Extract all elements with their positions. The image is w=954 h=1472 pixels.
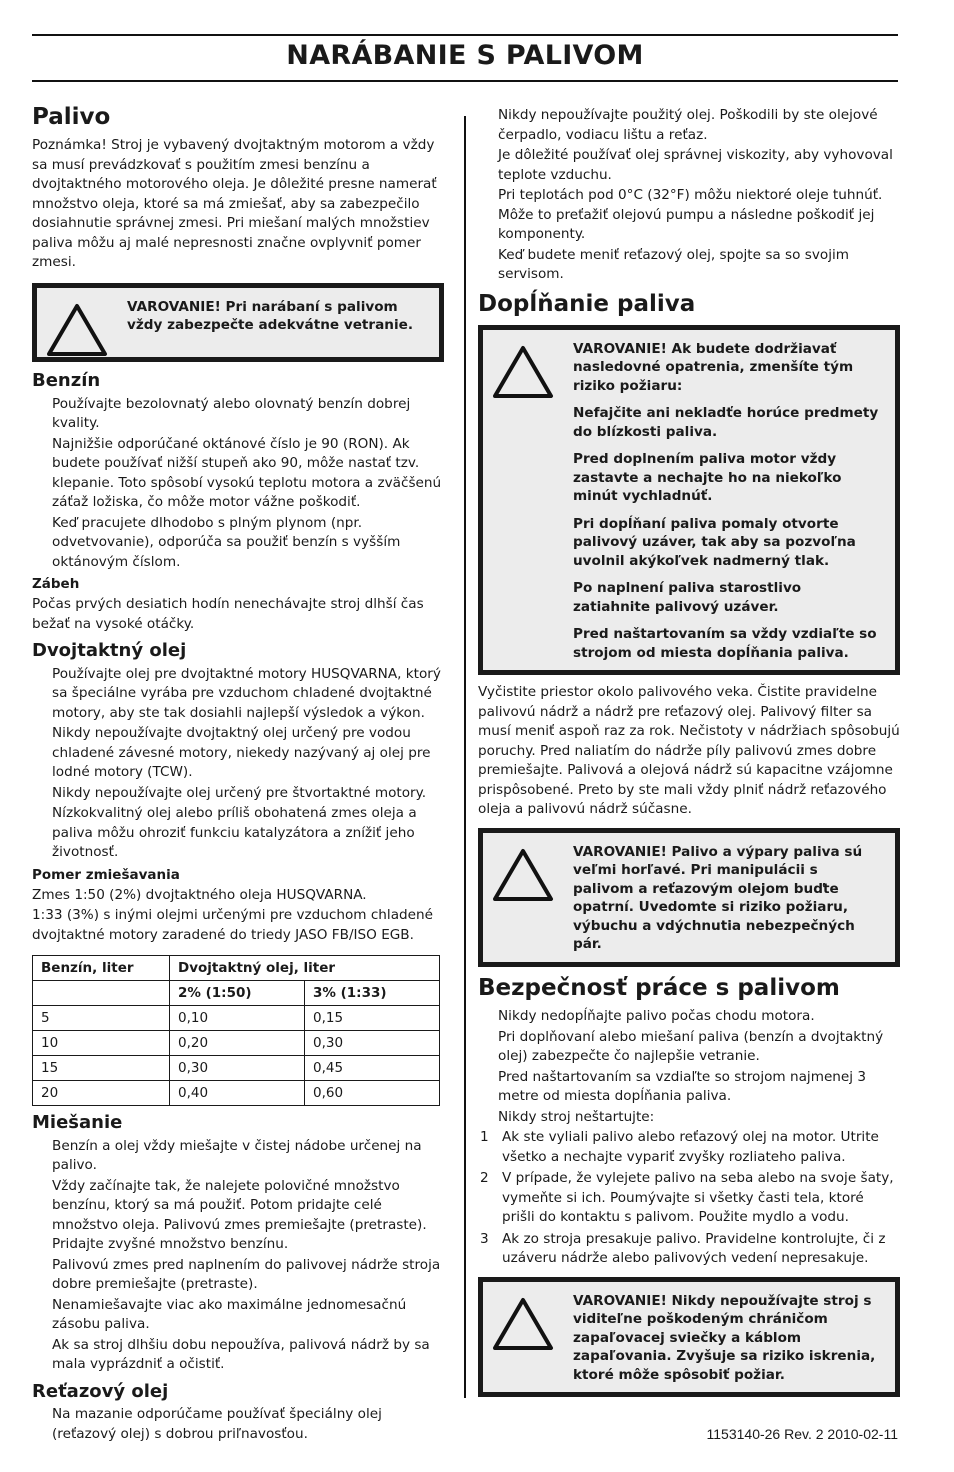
olej-paragraph: Nikdy nepoužívajte dvojtaktný olej určený pre vodou chladené závesné motory, niekedy nazývaný aj olej pre lodné motory (TCW).	[52, 725, 431, 781]
table-cell: 0,20	[170, 1031, 305, 1056]
table-header-cell: Dvojtaktný olej, liter	[170, 956, 440, 981]
table-header-row	[33, 956, 440, 981]
section-title-dvojtaktny-olej: Dvojtaktný olej	[32, 640, 187, 662]
table-cell: 15	[33, 1056, 170, 1081]
section-title-miesanie: Miešanie	[32, 1112, 123, 1134]
miesanie-paragraph: Benzín a olej vždy miešajte v čistej nádobe určenej na palivo.	[52, 1137, 422, 1174]
list-number: 2	[480, 1170, 489, 1187]
warning-box-fire-risk	[478, 325, 900, 676]
list-item	[478, 1169, 900, 1228]
benzin-paragraph: Keď pracujete dlhodobo s plným plynom (npr. odvetvovanie), odporúča sa použiť benzín s vyšším oktánovým číslom.	[52, 514, 401, 570]
warning-text: VAROVANIE! Ak budete dodržiavať nasledovné opatrenia, zmenšíte tým riziko požiaru:	[573, 340, 854, 394]
table-cell: 5	[33, 1006, 170, 1031]
miesanie-paragraph: Nenamiešavajte viac ako maximálne jednomesačnú zásobu paliva.	[52, 1296, 407, 1333]
title-rule	[32, 80, 898, 82]
warning-text: VAROVANIE! Palivo a výpary paliva sú veľmi horľavé. Pri manipulácii s palivom a reťazovým olejom buďte opatrní. Uvedomte si riziko požiaru, výbuchu a vdýchnutia nebezpečných pár.	[573, 843, 863, 953]
benzin-paragraph: Používajte bezolovnatý alebo olovnatý benzín dobrej kvality.	[52, 395, 411, 432]
list-item	[478, 1230, 900, 1269]
olej-paragraph: Nízkokvalitný olej alebo príliš obohatená zmes oleja a paliva môžu ohroziť funkciu katalyzátora a znížiť jeho životnosť.	[52, 805, 417, 861]
warning-triangle-icon	[491, 344, 555, 400]
table-row	[33, 1006, 440, 1031]
warning-box-flammable	[478, 828, 900, 967]
retaz-paragraph: Pri teplotách pod 0°C (32°F) môžu niektoré oleje tuhnúť. Môže to preťažiť olejovú pumpu a následne poškodiť jej komponenty.	[498, 187, 883, 242]
warning-triangle-icon	[491, 1296, 555, 1352]
table-header-cell: Benzín, liter	[33, 956, 170, 981]
list-item	[478, 1128, 900, 1167]
miesanie-paragraph: Palivovú zmes pred naplnením do palivovej nádrže stroja dobre premiešajte (pretraste).	[52, 1256, 441, 1293]
miesanie-paragraph: Vždy začínajte tak, že nalejete polovičné množstvo benzínu, ktorý sa má použiť. Potom pridajte celé množstvo oleja. Palivovú zmes premiešajte (pretraste). Pridajte zvyšné množstvo benzínu.	[52, 1177, 427, 1253]
table-cell: 0,60	[305, 1081, 440, 1106]
list-item-text: Ak ste vyliali palivo alebo reťazový olej na motor. Utrite všetko a nechajte vypariť zvyšky rozliateho paliva.	[502, 1129, 879, 1165]
table-cell: 0,30	[170, 1056, 305, 1081]
section-title-doplnanie: Dopĺňanie paliva	[478, 290, 696, 317]
warning-box-ventilation	[32, 283, 444, 362]
warning-text: Pri dopĺňaní paliva pomaly otvorte palivový uzáver, tak aby sa pozvoľna uvolnil akýkoľvek nadmerný tlak.	[573, 515, 856, 569]
table-row	[33, 1056, 440, 1081]
table-cell: 0,40	[170, 1081, 305, 1106]
table-row	[33, 1081, 440, 1106]
list-item-text: Ak zo stroja presakuje palivo. Pravidelne kontrolujte, či z uzáveru nádrže alebo palivových vedení nepresakuje.	[502, 1230, 886, 1267]
table-header-cell	[33, 981, 170, 1006]
table-cell: 0,30	[305, 1031, 440, 1056]
table-header-row	[33, 981, 440, 1006]
left-column	[32, 100, 444, 1445]
bezpecnost-paragraph: Nikdy nedopĺňajte palivo počas chodu motora.	[498, 1008, 815, 1025]
warning-text: Po naplnení paliva starostlivo zatiahnite palivový uzáver.	[573, 580, 802, 615]
palivo-text: Poznámka! Stroj je vybavený dvojtaktným motorom a vždy sa musí prevádzkovať s použitím zmesi benzínu a dvojtaktného motorového oleja. Je dôležité presne namerať množstvo oleja, ktoré sa má zmiešať, aby sa zabezpečilo dosiahnutie správnej zmesi. Pri miešaní malých množstiev paliva môžu aj malé nepresnosti značne ovplyvniť pomer zmesi.	[32, 137, 437, 271]
doplnanie-text: Vyčistite priestor okolo palivového veka. Čistite pravidelne palivovú nádrž a nádrž pre reťazový olej. Palivový filter sa musí meniť aspoň raz za rok. Nečistoty v nádržiach spôsobujú poruchy. Pred naliatím do nádrže píly palivovú zmes dobre premiešajte. Palivová a olejová nádrž sú kapacitne vzájomne prispôsobené. Preto by ste mali vždy plniť nádrž reťazového oleja a palivovú nádrž súčasne.	[478, 684, 900, 818]
section-title-palivo: Palivo	[32, 104, 111, 130]
warning-text: Pred naštartovaním sa vždy vzdiaľte so strojom od miesta dopĺňania paliva.	[573, 626, 877, 661]
list-number: 1	[480, 1129, 489, 1146]
warning-triangle-icon	[45, 302, 109, 358]
retaz-paragraph: Je dôležité používať olej správnej viskozity, aby vyhovoval teplote vzduchu.	[498, 147, 893, 183]
document-footer: 1153140-26 Rev. 2 2010-02-11	[706, 1426, 898, 1442]
section-title-retazovy-olej: Reťazový olej	[32, 1380, 169, 1402]
zabeh-text: Počas prvých desiatich hodín nenechávajte stroj dlhší čas bežať na vysoké otáčky.	[32, 596, 424, 632]
section-title-bezpecnost: Bezpečnosť práce s palivom	[478, 974, 840, 1001]
warning-triangle-icon	[491, 847, 555, 903]
top-rule	[32, 34, 898, 36]
bezpecnost-paragraph: Nikdy stroj neštartujte:	[498, 1108, 655, 1125]
table-cell: 0,15	[305, 1006, 440, 1031]
table-cell: 0,45	[305, 1056, 440, 1081]
table-row	[33, 1031, 440, 1056]
section-title-benzin: Benzín	[32, 369, 101, 391]
retaz-paragraph: Na mazanie odporúčame používať špeciálny olej (reťazový olej) s dobrou priľnavosťou.	[52, 1406, 382, 1442]
warning-text: VAROVANIE! Pri narábaní s palivom vždy zabezpečte adekvátne vetranie.	[127, 298, 414, 334]
olej-paragraph: Nikdy nepoužívajte olej určený pre štvortaktné motory.	[52, 784, 427, 801]
never-start-list	[478, 1128, 900, 1269]
list-item-text: V prípade, že vylejete palivo na seba alebo na svoje šaty, vymeňte si ich. Poumývajte si všetky časti tela, ktoré prišli do kontaktu s palivom. Použite mydlo a vodu.	[502, 1170, 894, 1226]
subsection-title-pomer: Pomer zmiešavania	[32, 866, 180, 883]
olej-paragraph: Používajte olej pre dvojtaktné motory HUSQVARNA, ktorý sa špeciálne vyrába pre vzduchom chladené dvojtaktné motory, aby ste tak dosiahli najlepší výsledok a výkon.	[52, 665, 441, 721]
list-number: 3	[480, 1230, 489, 1247]
column-divider	[464, 116, 466, 1398]
table-cell: 0,10	[170, 1006, 305, 1031]
page-title: NARÁBANIE S PALIVOM	[286, 40, 644, 71]
bezpecnost-paragraph: Pred naštartovaním sa vzdiaľte so strojom najmenej 3 metre od miesta dopĺňania paliva.	[498, 1068, 867, 1105]
bezpecnost-paragraph: Pri doplňovaní alebo miešaní paliva (benzín a dvojtaktný olej) zabezpečte čo najlepšie vetranie.	[498, 1028, 884, 1065]
warning-box-spark-plug	[478, 1277, 900, 1398]
table-cell: 10	[33, 1031, 170, 1056]
table-header-cell: 2% (1:50)	[170, 981, 305, 1006]
pomer-paragraph: Zmes 1:50 (2%) dvojtaktného oleja HUSQVARNA.	[32, 886, 367, 903]
benzin-paragraph: Najnižšie odporúčané oktánové číslo je 90 (RON). Ak budete používať nižší stupeň ako 90, môže nastať tzv. klepanie. Toto spôsobí vysokú teplotu motora a zväčšenú záťaž ložiska, čo môže motor vážne poškodiť.	[52, 435, 442, 511]
table-header-cell: 3% (1:33)	[305, 981, 440, 1006]
right-column	[478, 106, 900, 1405]
retaz-paragraph: Nikdy nepoužívajte použitý olej. Poškodili by ste olejové čerpadlo, vodiacu lištu a reťaz.	[498, 107, 878, 143]
retaz-paragraph: Keď budete meniť reťazový olej, spojte sa so svojim servisom.	[498, 246, 850, 282]
subsection-title-zabeh: Zábeh	[32, 576, 80, 593]
warning-text: Pred doplnením paliva motor vždy zastavte a nechajte ho na niekoľko minút vychladnúť.	[573, 451, 842, 505]
warning-text: VAROVANIE! Nikdy nepoužívajte stroj s viditeľne poškodeným chráničom zapaľovacej sviečky a káblom zapaľovania. Zvyšuje sa riziko iskrenia, ktoré môže spôsobiť požiar.	[573, 1292, 876, 1383]
pomer-paragraph: 1:33 (3%) s inými olejmi určenými pre vzduchom chladené dvojtaktné motory zaradené do triedy JASO FB/ISO EGB.	[32, 907, 434, 943]
mixing-ratio-table	[32, 955, 440, 1106]
table-cell: 20	[33, 1081, 170, 1106]
miesanie-paragraph: Ak sa stroj dlhšiu dobu nepoužíva, palivová nádrž by sa mala vyprázdniť a očistiť.	[52, 1336, 430, 1373]
warning-text: Nefajčite ani nekladťe horúce predmety do blízkosti paliva.	[573, 405, 879, 440]
